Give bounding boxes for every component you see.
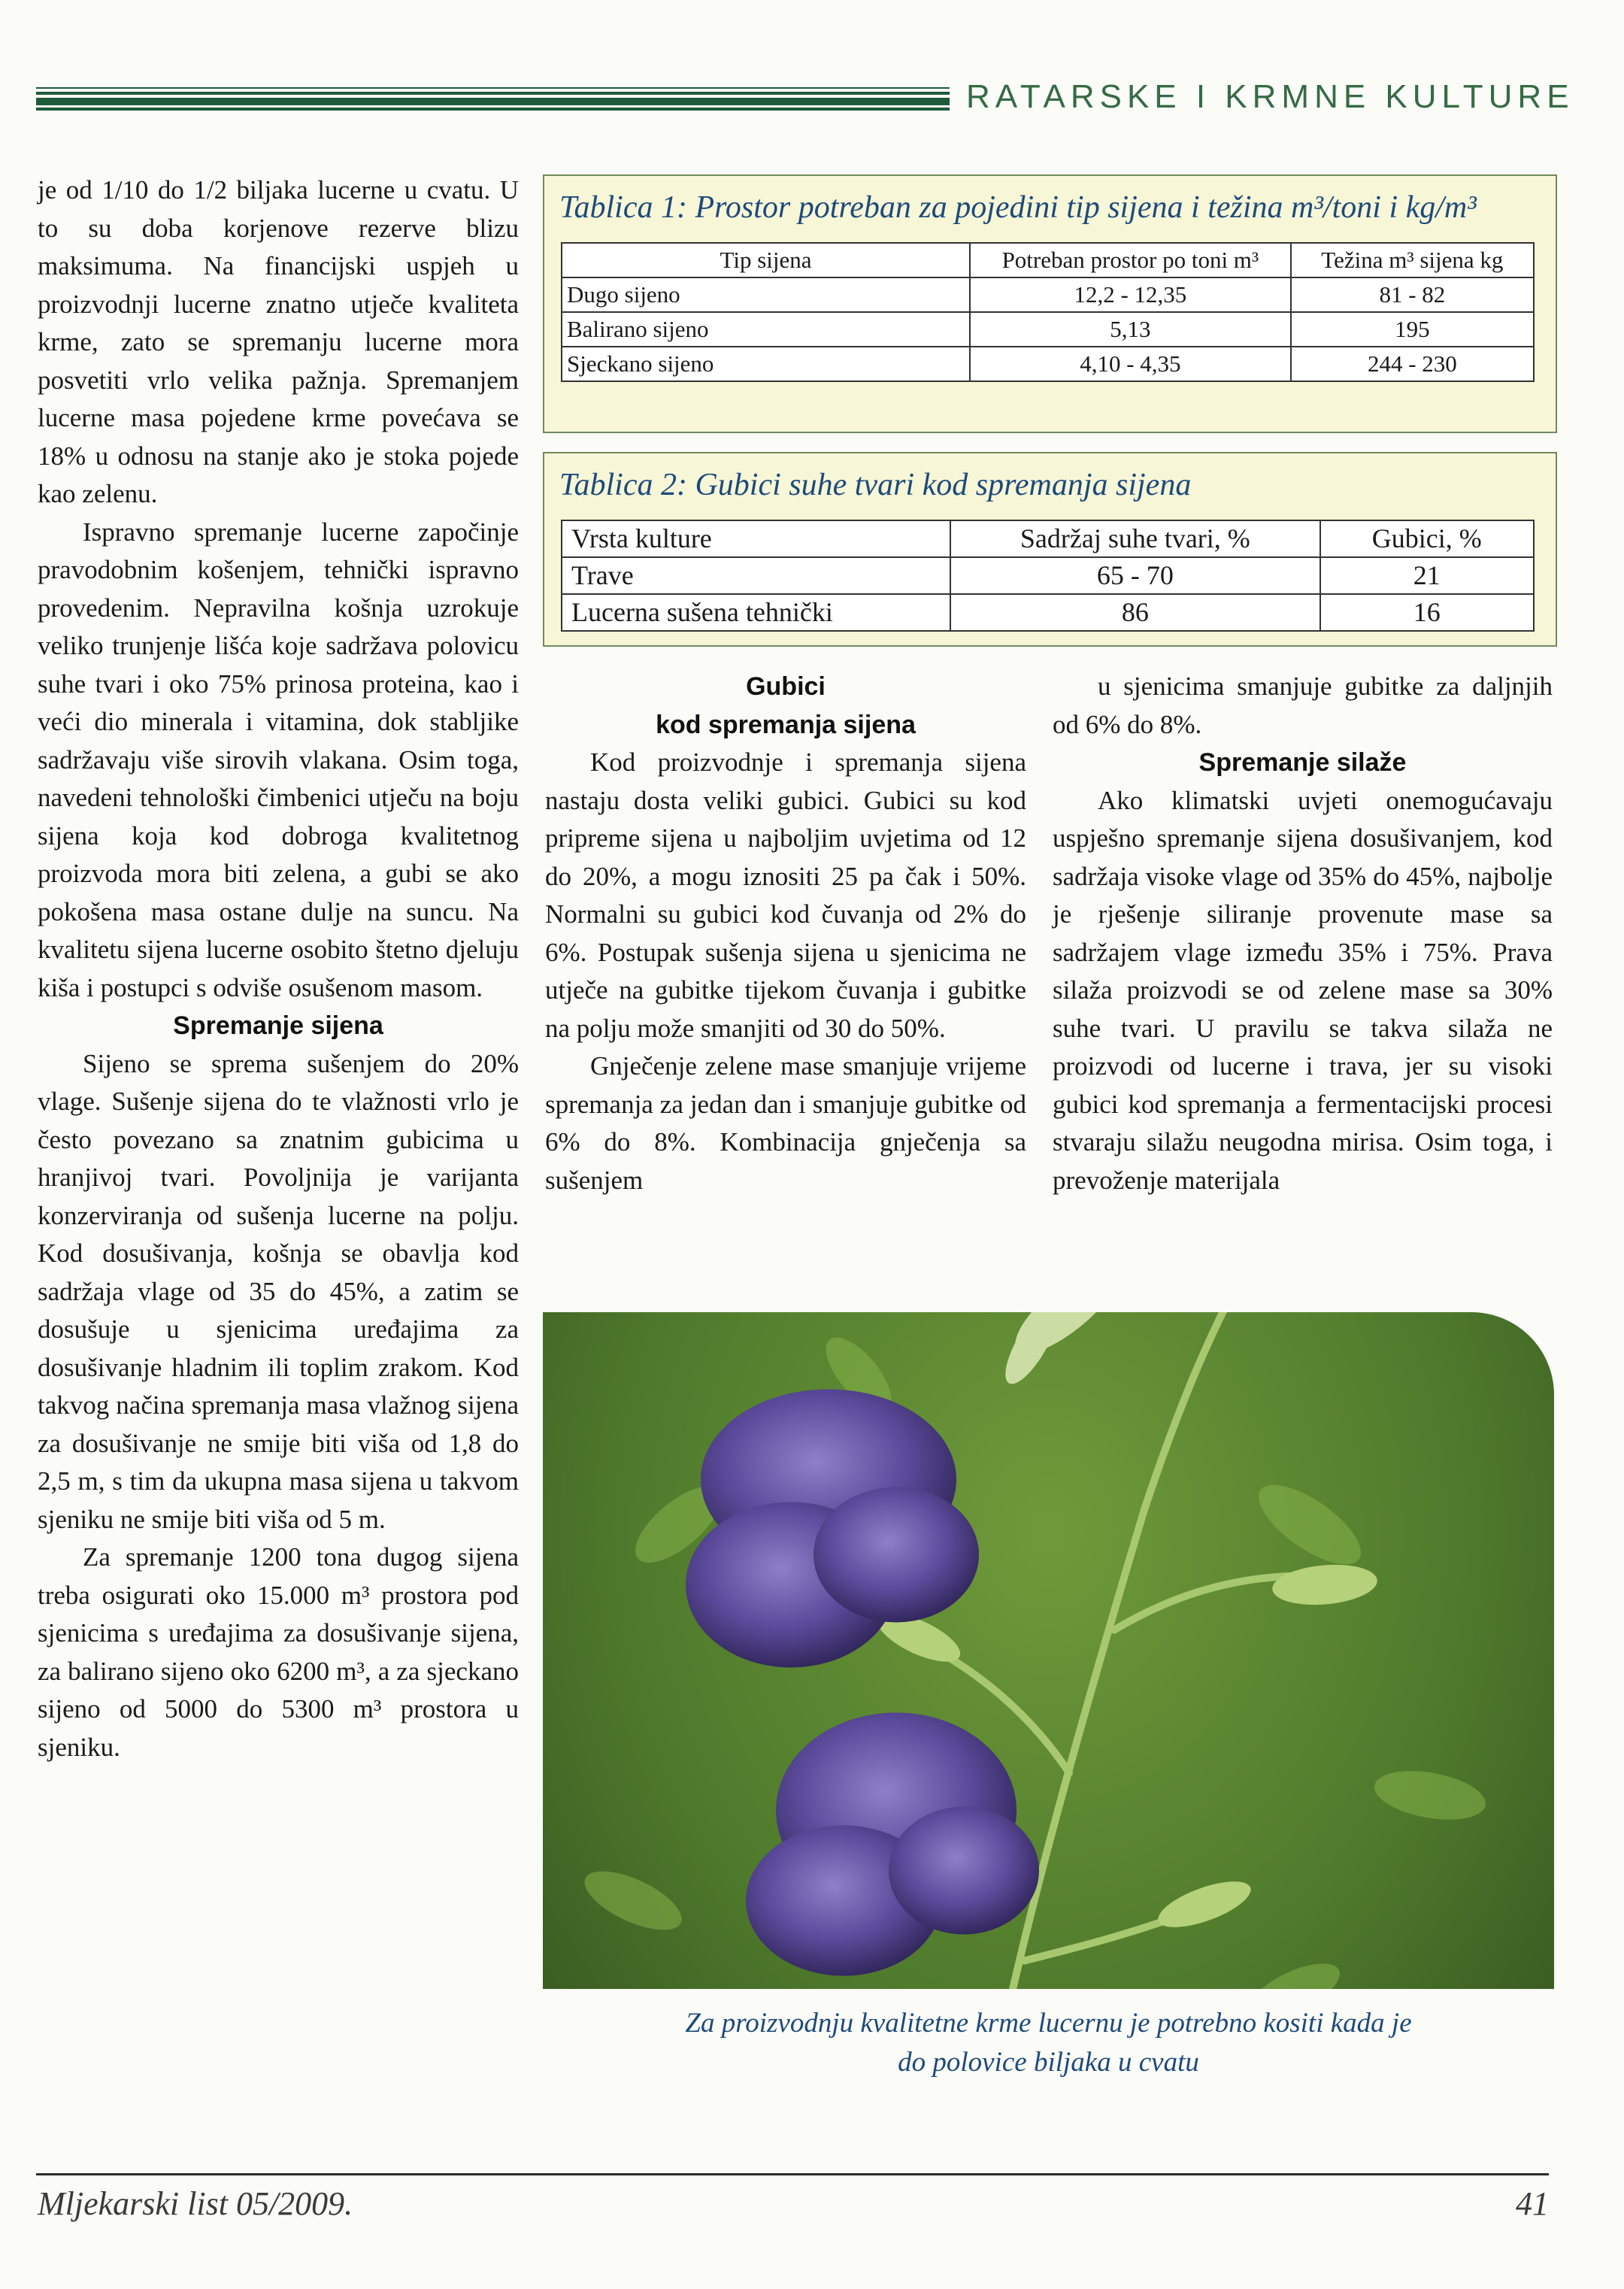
table-cell: 65 - 70 (950, 557, 1320, 594)
photo-caption-line: Za proizvodnju kvalitetne krme lucernu je potrebno kositi kada je (685, 2008, 1412, 2039)
table-cell: 12,2 - 12,35 (970, 277, 1291, 312)
paragraph: u sjenicima smanjuje gubitke za daljnjih od 6% do 8%. (1053, 672, 1553, 739)
table-2-box (543, 452, 1557, 647)
header-rule (36, 87, 950, 113)
table-header-row (562, 520, 1534, 557)
paragraph: je od 1/10 do 1/2 biljaka lucerne u cvatu. U to su doba korjenove rezerve blizu maksimuma. Na financijski uspjeh u proizvodnji lucerne znatno utječe kvaliteta krme, zato se spremanju lucerne mora posvetiti vrlo velika pažnja. Spremanjem lucerne masa pojedene krme povećava se 18% u odnosu na stanje ako je stoka pojede kao zelenu. (38, 175, 519, 508)
paragraph: Za spremanje 1200 tona dugog sijena treba osigurati oko 15.000 m³ prostora pod sjenicima s uređajima za dosušivanje sijena, za balirano sijeno oko 6200 m³, a za sjeckano sijeno od 5000 do 5300 m³ prostora u sjeniku. (38, 1542, 519, 1762)
table-row (562, 277, 1534, 312)
column-2 (545, 668, 1026, 1199)
paragraph: Gnječenje zelene mase smanjuje vrijeme spremanja za jedan dan i smanjuje gubitke od 6% do 8%. Kombinacija gnječenja sa sušenjem (545, 1051, 1026, 1195)
column-3 (1053, 668, 1553, 1199)
paragraph: Kod proizvodnje i spremanja sijena nastaju dosta veliki gubici. Gubici su kod pripreme sijena u najboljim uvjetima od 12 do 20%, a mogu iznositi 25 pa čak i 50%. Normalni su gubici kod čuvanja od 2% do 6%. Postupak sušenja sijena u sjenicima ne utječe na gubitke tijekom čuvanja i gubitke na polju može smanjiti od 30 do 50%. (545, 747, 1026, 1043)
table-cell: 195 (1291, 312, 1534, 347)
table-cell: Lucerna sušena tehnički (562, 594, 950, 631)
table-header-cell: Sadržaj suhe tvari, % (950, 520, 1320, 557)
table-cell: 244 - 230 (1291, 347, 1534, 381)
table-row (562, 347, 1534, 381)
table-header-cell: Gubici, % (1320, 520, 1534, 557)
table-cell: Sjeckano sijeno (562, 347, 970, 381)
table-cell: 5,13 (970, 312, 1291, 347)
table-row (562, 594, 1534, 631)
subheading: Gubici (746, 672, 826, 701)
table-cell: 81 - 82 (1291, 277, 1534, 312)
table-header-cell: Tip sijena (562, 243, 970, 277)
table-cell: 21 (1320, 557, 1534, 594)
alfalfa-illustration (543, 1312, 1554, 1989)
subheading: Spremanje silaže (1198, 748, 1407, 777)
table-2-caption: Tablica 2: Gubici suhe tvari kod spremanja sijena (559, 468, 1192, 502)
photo-caption-line: do polovice biljaka u cvatu (898, 2047, 1199, 2078)
table-cell: 4,10 - 4,35 (970, 347, 1291, 381)
table-header-cell: Težina m³ sijena kg (1291, 243, 1534, 277)
table-1-caption: Tablica 1: Prostor potreban za pojedini tip sijena i težina m³/toni i kg/m³ (559, 190, 1477, 225)
table-row (562, 312, 1534, 347)
table-1 (561, 242, 1535, 382)
subheading: kod spremanja sijena (656, 710, 916, 739)
section-title: RATARSKE I KRMNE KULTURE (966, 78, 1574, 115)
table-cell: Trave (562, 557, 950, 594)
table-cell: 16 (1320, 594, 1534, 631)
paragraph: Ako klimatski uvjeti onemogućavaju uspješno spremanje sijena dosušivanjem, kod sadržaja visoke vlage od 35% do 45%, najbolje je rješenje siliranje provenute mase sa sadržajem vlage između 35% i 75%. Prava silaža proizvodi se od zelene mase sa 30% suhe tvari. U pravilu se takva silaža ne proizvodi od lucerne i trava, jer su visoki gubici kod spremanja a fermentacijski procesi stvaraju silažu neugodna mirisa. Osim toga, i prevoženje materijala (1053, 785, 1553, 1195)
table-cell: 86 (950, 594, 1320, 631)
page-number: 41 (1516, 2185, 1549, 2222)
paragraph: Sijeno se sprema sušenjem do 20% vlage. Sušenje sijena do te vlažnosti vrlo je često povezano sa znatnim gubicima u hranjivoj tvari. Povoljnija je varijanta konzerviranja od sušenja lucerne na polju. Kod dosušivanja, košnja se obavlja kod sadržaja vlage od 35 do 45%, a zatim se dosušuje u sjenicima uređajima za dosušivanje hladnim ili toplim zrakom. Kod takvog načina spremanja masa vlažnog sijena za dosušivanje ne smije biti viša od 1,8 do 2,5 m, s tim da ukupna masa sijena u takvom sjeniku ne smije biti viša od 5 m. (38, 1048, 519, 1534)
footer-rule (36, 2173, 1549, 2175)
photo-caption (543, 2004, 1554, 2082)
column-1 (38, 171, 519, 1766)
table-2 (561, 520, 1535, 632)
table-header-cell: Potreban prostor po toni m³ (970, 243, 1291, 277)
table-1-box (543, 174, 1557, 433)
table-cell: Balirano sijeno (562, 312, 970, 347)
table-header-cell: Vrsta kulture (562, 520, 950, 557)
table-row (562, 557, 1534, 594)
table-cell: Dugo sijeno (562, 277, 970, 312)
subheading: Spremanje sijena (173, 1011, 383, 1040)
journal-name: Mljekarski list 05/2009. (38, 2185, 353, 2222)
alfalfa-photo (543, 1312, 1554, 1989)
paragraph: Ispravno spremanje lucerne započinje pravodobnim košenjem, tehnički ispravno provedenim. Nepravilna košnja uzrokuje veliko trunjenje lišća koje sadržava polovicu suhe tvari i oko 75% prinosa proteina, kao i veći dio minerala i vitamina, dok stabljike sadržavaju više sirovih vlakana. Osim toga, navedeni tehnološki čimbenici utječu na boju sijena koja kod dobroga kvalitetnog proizvoda mora biti zelena, a gubi se ako pokošena masa ostane dulje na suncu. Na kvalitetu sijena lucerne osobito štetno djeluju kiša i postupci s odviše osušenom masom. (38, 517, 519, 1002)
table-header-row (562, 243, 1534, 277)
